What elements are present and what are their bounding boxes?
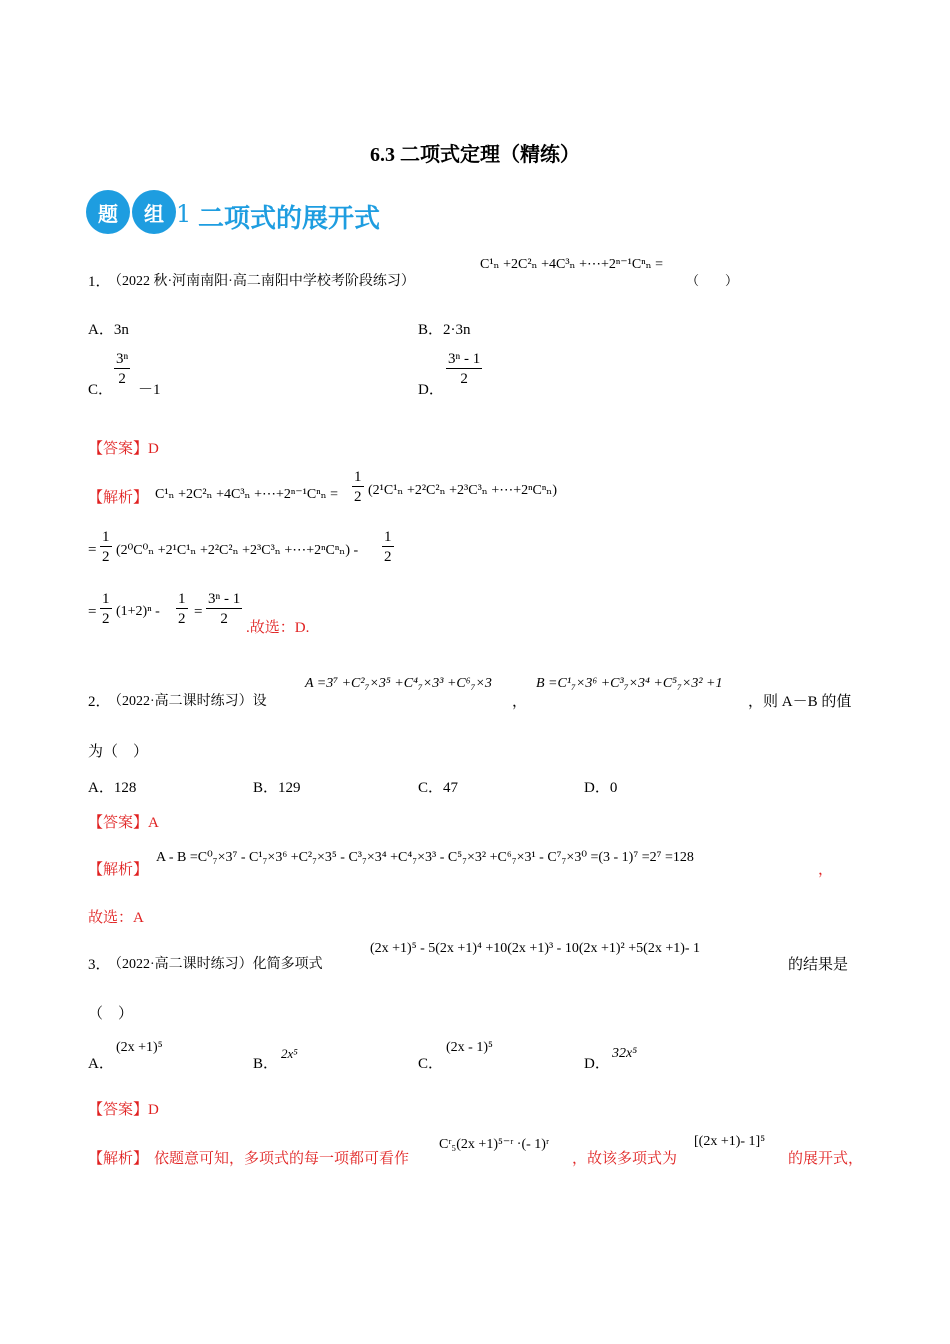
q1-half-denominator: 2 [354, 489, 362, 505]
q1-analysis-line3-half2 [176, 590, 188, 629]
q2-option-d: D．0 [584, 780, 618, 796]
q2-expression-b: B =C¹₇×3⁶ +C³₇×3⁴ +C⁵₇×3² +1 [536, 676, 723, 691]
q1-line3-half-denominator: 2 [102, 611, 110, 627]
q3-analysis-label: 【解析】 [88, 1151, 149, 1167]
q2-analysis-label: 【解析】 [88, 862, 149, 878]
q3-analysis-text-b: ，故该多项式为 [572, 1151, 678, 1167]
q3-analysis-text-c: 的展开式， [788, 1151, 864, 1167]
q3-option-a: (2x +1)⁵ [116, 1040, 163, 1055]
q1-answer: 【答案】D [88, 441, 159, 457]
q3-blank: （ ） [88, 1006, 134, 1022]
q2-answer: 【答案】A [88, 815, 159, 831]
q2-option-b: B．129 [253, 780, 301, 796]
q2-expression-a: A =3⁷ +C²₇×3⁵ +C⁴₇×3³ +C⁶₇×3 [305, 676, 492, 691]
page-title: 6.3 二项式定理（精练） [370, 144, 580, 166]
q3-analysis-text-a: 依题意可知，多项式的每一项都可看作 [154, 1151, 410, 1167]
section-badge-zu: 组 [132, 190, 176, 234]
q2-analysis: A - B =C⁰₇×3⁷ - C¹₇×3⁶ +C²₇×3⁵ - C³₇×3⁴ +C⁴₇×3³ - C⁵₇×3² +C⁶₇×3¹ - C⁷₇×3⁰ =(3 - 1)⁷ =2⁷ =128 [156, 850, 694, 865]
q2-source: （2022·高二课时练习）设 [108, 694, 267, 709]
q3-option-c-label: C． [418, 1056, 444, 1072]
q1-analysis-line2-half [100, 528, 112, 567]
q1-option-c-label: C． [88, 382, 114, 398]
q1-option-d-fraction [446, 350, 482, 389]
q3-option-b: 2x⁵ [281, 1046, 298, 1061]
q1-line3-numerator: 3ⁿ - 1 [208, 591, 241, 607]
q1-option-a: A．3n [88, 322, 129, 338]
section-number: 1 [176, 200, 192, 228]
q1-analysis-label: 【解析】 [88, 490, 149, 506]
q3-option-d-label: D． [584, 1056, 610, 1072]
q1-option-c-tail: －1 [138, 382, 161, 398]
section-badge-ti: 题 [86, 190, 130, 234]
q1-analysis-line3-b: = [194, 604, 203, 620]
section-title: 二项式的展开式 [198, 204, 381, 234]
q1-line3-denominator: 2 [220, 611, 228, 627]
q1-option-d-numerator: 3ⁿ - 1 [448, 351, 481, 367]
q3-expression: (2x +1)⁵ - 5(2x +1)⁴ +10(2x +1)³ - 10(2x +1)² +5(2x +1)- 1 [370, 941, 701, 956]
q1-analysis-line1-right: (2¹C¹ₙ +2²C²ₙ +2³C³ₙ +⋯+2ⁿCⁿₙ) [368, 483, 557, 498]
q1-analysis-line3-half [100, 590, 112, 629]
q2-option-c: C．47 [418, 780, 459, 796]
q1-analysis-line2-half2 [382, 528, 394, 567]
q1-line2-half2-numerator: 1 [384, 529, 392, 545]
q3-option-a-label: A． [88, 1056, 114, 1072]
q1-analysis-line3-eq: = [88, 604, 97, 620]
q1-source: （2022 秋·河南南阳·高二南阳中学校考阶段练习） [108, 274, 415, 289]
q3-answer: 【答案】D [88, 1102, 159, 1118]
q1-line2-half-denominator: 2 [102, 549, 110, 565]
q1-option-b: B．2·3n [418, 322, 471, 338]
q3-analysis-expression-1: Cʳ₅(2x +1)⁵⁻ʳ ·(- 1)ʳ [439, 1137, 549, 1152]
q1-line2-half-numerator: 1 [102, 529, 110, 545]
q1-half-numerator: 1 [354, 469, 362, 485]
q1-expression: C¹ₙ +2C²ₙ +4C³ₙ +⋯+2ⁿ⁻¹Cⁿₙ = [480, 257, 664, 272]
q1-line3-half2-numerator: 1 [178, 591, 186, 607]
q2-tail: ，则 A－B 的值 [748, 694, 852, 710]
q1-analysis-line2-eq: = [88, 542, 97, 558]
q3-analysis-expression-2: [(2x +1)- 1]⁵ [694, 1134, 766, 1149]
q2-line2: 为（ ） [88, 744, 149, 760]
q2-number: 2． [88, 694, 111, 710]
q1-option-c-numerator: 3ⁿ [116, 351, 129, 367]
q1-analysis-line2: (2⁰C⁰ₙ +2¹C¹ₙ +2²C²ₙ +2³C³ₙ +⋯+2ⁿCⁿₙ) - [116, 543, 359, 558]
q1-line3-half2-denominator: 2 [178, 611, 186, 627]
q1-line3-half-numerator: 1 [102, 591, 110, 607]
q3-source: （2022·高二课时练习）化简多项式 [108, 957, 323, 972]
q2-option-a: A．128 [88, 780, 137, 796]
q3-number: 3． [88, 957, 111, 973]
q1-option-c-fraction [114, 350, 130, 389]
q1-analysis-line3-fraction [206, 590, 242, 629]
q1-line2-half2-denominator: 2 [384, 549, 392, 565]
q3-option-c: (2x - 1)⁵ [446, 1040, 493, 1055]
q1-option-c-denominator: 2 [118, 371, 126, 387]
q2-analysis-tail: ， [818, 862, 834, 878]
q1-option-d-denominator: 2 [460, 371, 468, 387]
q1-analysis-conclusion: .故选：D. [246, 620, 310, 636]
q1-option-d-label: D． [418, 382, 444, 398]
q3-option-b-label: B． [253, 1056, 279, 1072]
q1-number: 1． [88, 274, 111, 290]
q1-analysis-line3-a: (1+2)ⁿ - [116, 604, 160, 619]
q3-option-d: 32x⁵ [612, 1046, 638, 1061]
q2-conclusion: 故选：A [88, 910, 144, 926]
q3-tail: 的结果是 [788, 957, 849, 973]
q2-comma: ， [512, 694, 528, 710]
q1-blank: （ ） [686, 273, 739, 288]
q1-analysis-line1-left: C¹ₙ +2C²ₙ +4C³ₙ +⋯+2ⁿ⁻¹Cⁿₙ = [155, 487, 339, 502]
q1-analysis-line1-half [352, 468, 364, 507]
